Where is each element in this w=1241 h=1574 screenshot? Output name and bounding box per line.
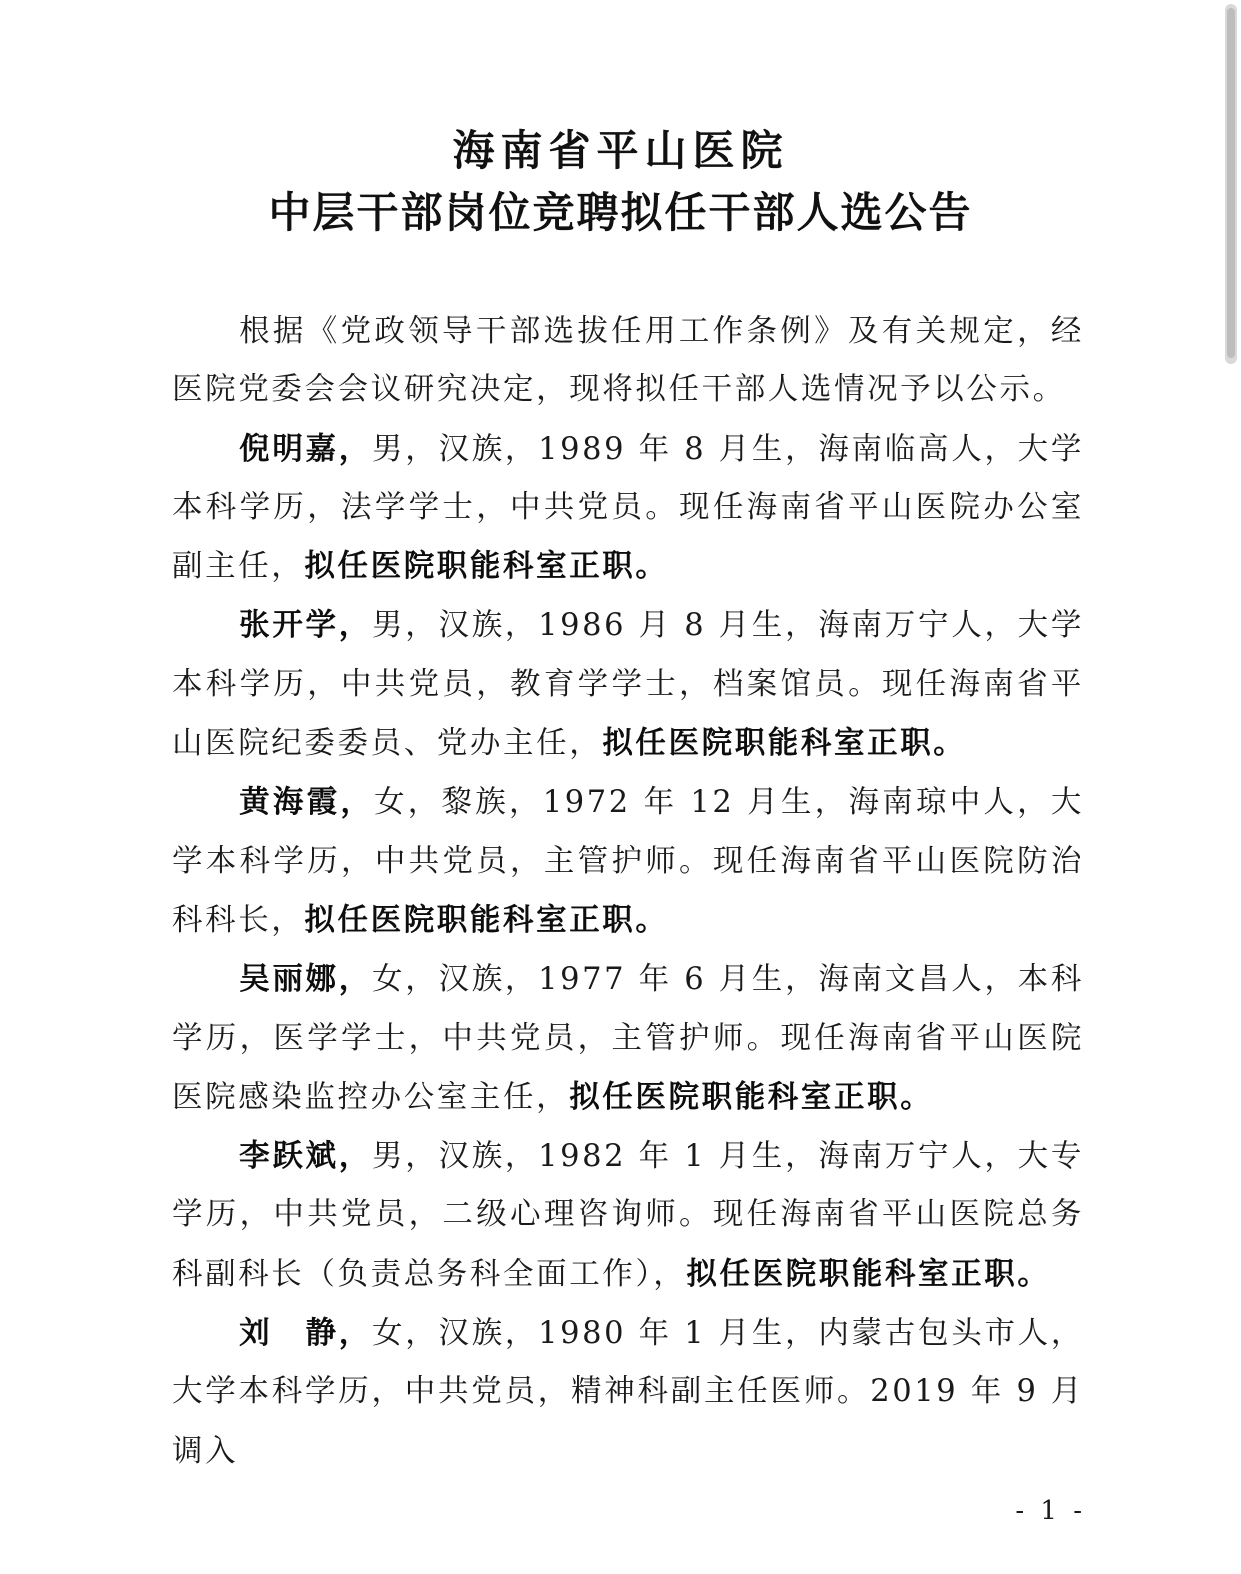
candidate-entry: 黄海霞，女，黎族，1972 年 12 月生，海南琼中人，大学本科学历，中共党员，主管护师。现任海南省平山医院防治科科长，拟任医院职能科室正职。 — [172, 784, 1085, 938]
candidate-bio: 女，黎族，1972 年 12 月生，海南琼中人，大学本科学历，中共党员，主管护师。现任海南省平山医院防治科科长， — [172, 785, 1085, 938]
candidate-name: 黄海霞 — [239, 784, 341, 821]
candidate-appointment: 拟任医院职能科室正职。 — [304, 901, 669, 938]
intro-paragraph: 根据《党政领导干部选拔任用工作条例》及有关规定，经医院党委会会议研究决定，现将拟任干部人选情况予以公示。 — [172, 314, 1084, 408]
candidate-entry: 张开学，男，汉族，1986 月 8 月生，海南万宁人，大学本科学历，中共党员，教育学学士，档案馆员。现任海南省平山医院纪委委员、党办主任，拟任医院职能科室正职。 — [172, 607, 1084, 762]
candidate-entry: 倪明嘉，男，汉族，1989 年 8 月生，海南临高人，大学本科学历，法学学士，中共党员。现任海南省平山医院办公室副主任，拟任医院职能科室正职。 — [172, 430, 1084, 585]
candidate-entry: 刘 静，女，汉族，1980 年 1 月生，内蒙古包头市人，大学本科学历，中共党员，精神科副主任医师。2019 年 9 月调入 — [172, 1315, 1084, 1469]
candidate-appointment: 拟任医院职能科室正职。 — [304, 548, 669, 585]
candidate-bio: 男，汉族，1989 年 8 月生，海南临高人，大学本科学历，法学学士，中共党员。现任海南省平山医院办公室副主任， — [172, 431, 1084, 585]
candidate-name: 张开学 — [239, 607, 339, 644]
candidate-appointment: 拟任医院职能科室正职。 — [602, 725, 967, 762]
candidate-entry: 李跃斌，男，汉族，1982 年 1 月生，海南万宁人，大专学历，中共党员，二级心理咨询师。现任海南省平山医院总务科副科长（负责总务科全面工作），拟任医院职能科室正职。 — [172, 1138, 1084, 1292]
candidate-name: 吴丽娜 — [239, 961, 339, 998]
candidate-appointment: 拟任医院职能科室正职。 — [686, 1255, 1051, 1292]
candidate-name: 刘 静 — [239, 1315, 339, 1352]
candidate-name: 倪明嘉 — [239, 430, 339, 467]
candidate-bio: 男，汉族，1982 年 1 月生，海南万宁人，大专学历，中共党员，二级心理咨询师。现任海南省平山医院总务科副科长（负责总务科全面工作）， — [172, 1139, 1084, 1292]
candidate-bio: 男，汉族，1986 月 8 月生，海南万宁人，大学本科学历，中共党员，教育学学士，档案馆员。现任海南省平山医院纪委委员、党办主任， — [172, 608, 1084, 762]
candidate-appointment: 拟任医院职能科室正职。 — [569, 1078, 934, 1115]
candidate-entry: 吴丽娜，女，汉族，1977 年 6 月生，海南文昌人，本科学历，医学学士，中共党员，主管护师。现任海南省平山医院医院感染监控办公室主任，拟任医院职能科室正职。 — [172, 961, 1084, 1115]
candidate-name: 李跃斌 — [239, 1138, 339, 1175]
candidate-bio: 女，汉族，1980 年 1 月生，内蒙古包头市人，大学本科学历，中共党员，精神科副主任医师。2019 年 9 月调入 — [172, 1316, 1084, 1469]
document-body — [172, 303, 1084, 1481]
page-number: - 1 - — [1015, 1496, 1086, 1526]
candidate-bio: 女，汉族，1977 年 6 月生，海南文昌人，本科学历，医学学士，中共党员，主管护师。现任海南省平山医院医院感染监控办公室主任， — [172, 962, 1084, 1115]
document-title: 海南省平山医院 — [452, 126, 789, 175]
document-subtitle: 中层干部岗位竞聘拟任干部人选公告 — [268, 188, 973, 237]
